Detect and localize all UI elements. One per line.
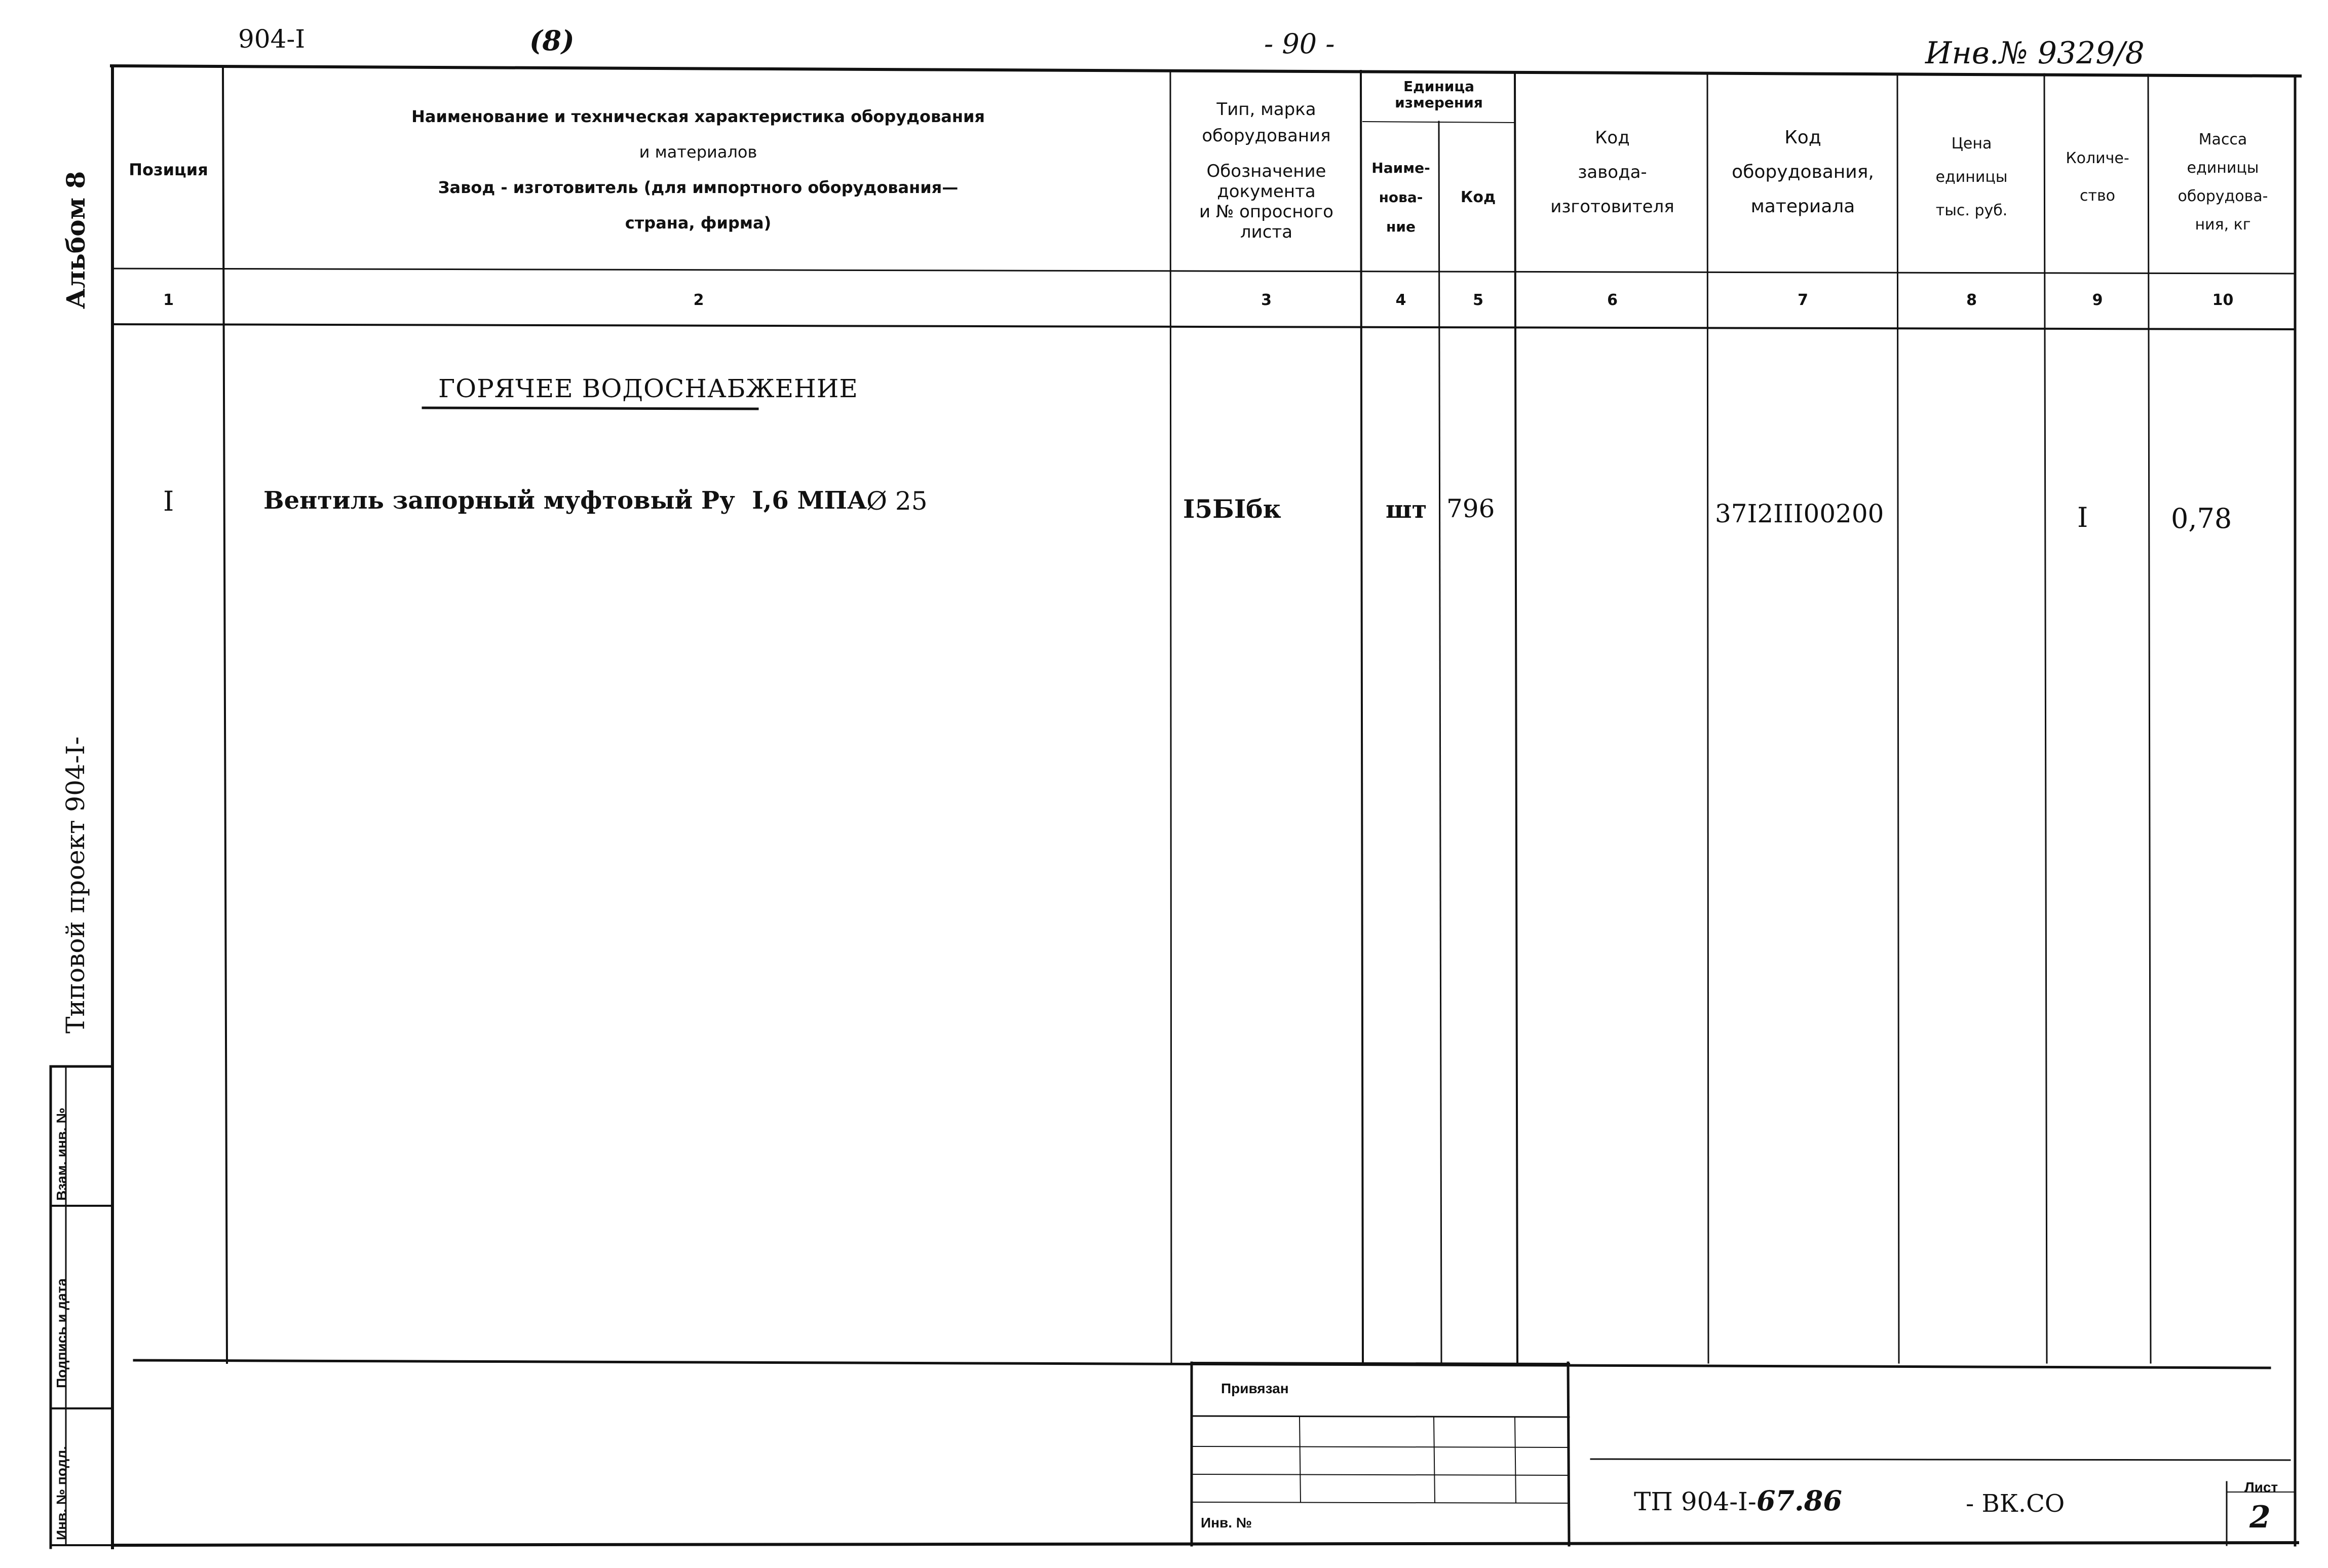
project-label: Типовой проект 904-I- (61, 736, 90, 1034)
inventory-label: Инв. № (1201, 1515, 1252, 1531)
header-mass-line-1: Масса (2198, 131, 2247, 148)
row-position: I (163, 485, 174, 517)
header-name-line-4: страна, фирма) (625, 213, 772, 233)
header-unit-code-label: Код (1460, 188, 1496, 206)
header-mfr-line-1: Код (1595, 128, 1630, 148)
header-mass-line-2: единицы (2187, 159, 2259, 177)
variant-mark: (8) (529, 24, 575, 57)
header-quantity-line-2: ство (2079, 187, 2115, 205)
header-document-line-2: документа (1217, 181, 1316, 202)
document-suffix: - ВК.СО (1966, 1489, 2065, 1518)
column-number-7: 7 (1798, 291, 1808, 309)
header-type-line-1: Тип, марка (1216, 99, 1316, 120)
header-material-line-1: Код (1784, 127, 1821, 148)
column-number-4: 4 (1395, 291, 1406, 309)
header-mass (2151, 122, 2295, 243)
header-type-line-2: оборудования (1202, 126, 1331, 146)
row-material-code: 37I2III00200 (1715, 499, 1884, 528)
header-document-line-1: Обозначение (1206, 161, 1326, 181)
column-number-2: 2 (693, 291, 704, 309)
header-name (227, 71, 1169, 269)
series-code: 904-I (238, 24, 306, 54)
stamp-original-inv: Инв. № подл. (54, 1446, 69, 1540)
document-code-number: 67.86 (1756, 1484, 1842, 1517)
document-code (1634, 1484, 1842, 1517)
column-number-3: 3 (1261, 291, 1272, 309)
header-quantity-line-1: Количе- (2066, 149, 2129, 167)
column-number-5: 5 (1473, 291, 1483, 309)
header-price-line-3: тыс. руб. (1935, 202, 2008, 219)
header-unit-line-1: Единица (1403, 78, 1474, 95)
inventory-number: Инв.№ 9329/8 (1925, 35, 2145, 71)
row-mass: 0,78 (2171, 503, 2232, 534)
row-diameter: Ø 25 (866, 486, 928, 516)
header-unit-name-line-3: ние (1386, 218, 1416, 235)
column-number-10: 10 (2212, 291, 2234, 309)
header-unit-line-2: измерения (1395, 94, 1483, 111)
row-unit-name: шт (1386, 495, 1427, 524)
document-code-prefix: ТП 904-I- (1634, 1487, 1757, 1516)
header-name-line-1: Наименование и техническая характеристика оборудования (411, 107, 985, 126)
header-document-line-3: и № опросного (1199, 202, 1333, 222)
header-unit-name-line-1: Наиме- (1371, 160, 1430, 176)
row-type: I5БIбк (1183, 494, 1281, 524)
stamp-signature-date: Подпись и дата (54, 1278, 69, 1388)
header-material-line-3: материала (1750, 196, 1855, 217)
stamp-replaced-inv: Взам. инв. № (54, 1107, 69, 1201)
header-mass-line-3: оборудова- (2178, 187, 2268, 205)
header-unit-name-line-2: нова- (1379, 189, 1423, 206)
album-label: Альбом 8 (61, 171, 91, 309)
column-number-1: 1 (163, 291, 174, 309)
header-price-line-2: единицы (1935, 168, 2008, 186)
header-material-code (1708, 111, 1897, 233)
header-name-line-3: Завод - изготовитель (для импортного оборудования— (438, 178, 959, 197)
header-unit-group (1363, 79, 1515, 111)
column-number-6: 6 (1607, 291, 1618, 309)
column-number-8: 8 (1966, 291, 1977, 309)
row-unit-code: 796 (1446, 494, 1495, 523)
sheet-number: 2 (2249, 1500, 2271, 1535)
header-material-line-2: оборудования, (1732, 162, 1874, 182)
header-unit-code (1441, 127, 1515, 269)
section-title: ГОРЯЧЕЕ ВОДОСНАБЖЕНИЕ (438, 374, 858, 403)
header-mass-line-4: ния, кг (2195, 216, 2251, 234)
header-price-line-1: Цена (1951, 135, 1992, 152)
header-unit-name (1363, 127, 1439, 269)
row-quantity: I (2077, 502, 2088, 533)
header-mfr-line-3: изготовителя (1550, 197, 1674, 217)
header-document-line-4: листа (1240, 222, 1293, 242)
header-position-label: Позиция (129, 160, 208, 179)
header-mfr-line-2: завода- (1578, 162, 1647, 182)
header-document (1171, 161, 1361, 242)
page-number: - 90 - (1264, 28, 1335, 60)
header-manufacturer-code (1517, 111, 1707, 233)
linked-label: Привязан (1221, 1381, 1289, 1396)
row-name: Вентиль запорный муфтовый Ру I,6 МПА (263, 486, 867, 515)
header-name-line-2: и материалов (639, 142, 757, 162)
sheet-label: Лист (2244, 1479, 2278, 1495)
header-type (1171, 96, 1361, 149)
column-number-9: 9 (2092, 291, 2103, 309)
header-position (114, 71, 223, 269)
header-quantity (2047, 132, 2148, 223)
header-price (1899, 122, 2044, 233)
